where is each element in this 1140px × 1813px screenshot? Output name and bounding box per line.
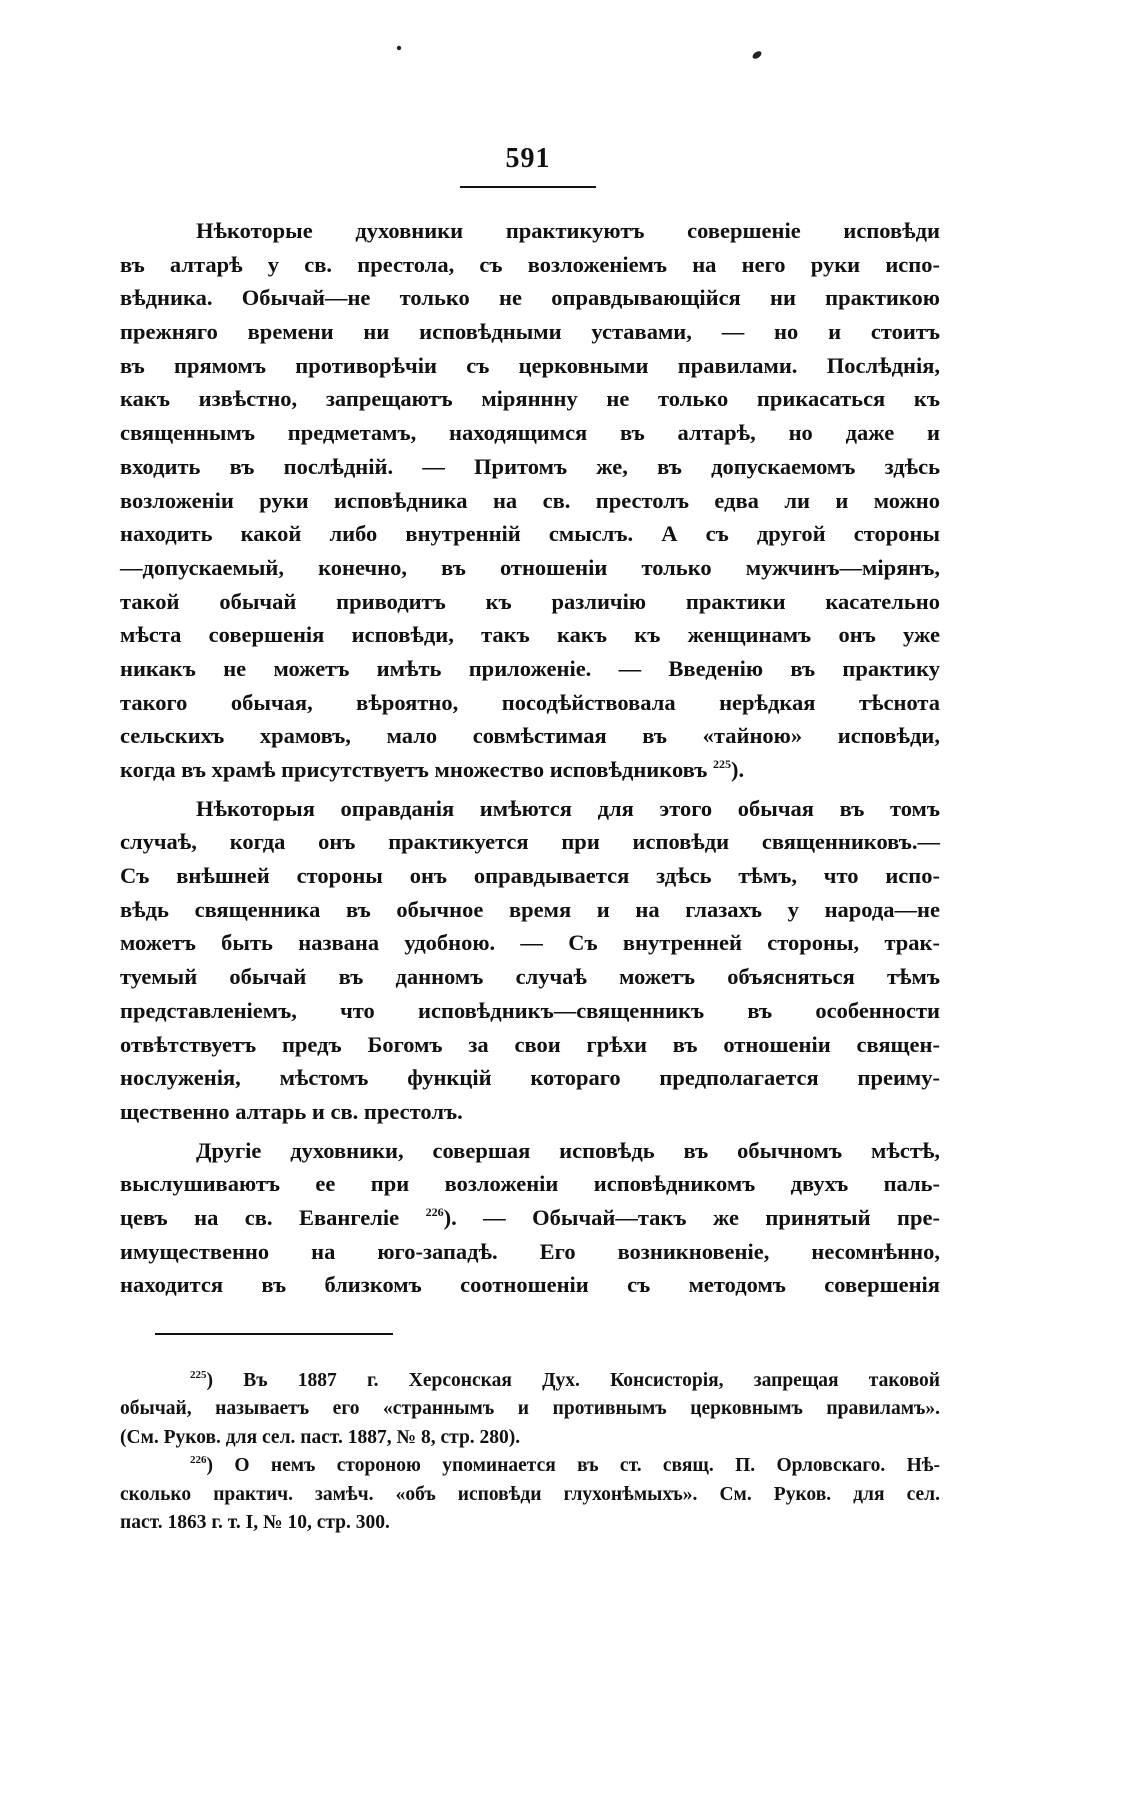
- text-line: имущественно на юго-западѣ. Его возникновеніе, несомнѣнно,: [120, 1238, 940, 1264]
- text-segment: когда въ храмѣ присутствуетъ множество исповѣдниковъ: [120, 757, 708, 782]
- text-line: туемый обычай въ данномъ случаѣ можетъ объясняться тѣмъ: [120, 964, 940, 990]
- text-line: представленіемъ, что исповѣдникъ—священникъ въ особенности: [120, 997, 940, 1023]
- footnote-line: [120, 1367, 940, 1395]
- footnote-ref: 226: [425, 1204, 444, 1219]
- page-number: 591: [505, 143, 551, 174]
- text-line: находится въ близкомъ соотношеніи съ методомъ совершенія: [120, 1272, 940, 1298]
- text-line: Нѣкоторые духовники практикуютъ совершеніе исповѣди: [196, 218, 940, 243]
- text-line: отвѣтствуетъ предъ Богомъ за свои грѣхи въ отношеніи священ-: [120, 1031, 940, 1057]
- text-line: выслушиваютъ ее при возложеніи исповѣдникомъ двухъ паль-: [120, 1171, 940, 1197]
- text-line: Другіе духовники, совершая исповѣдь въ обычномъ мѣстѣ,: [196, 1137, 940, 1163]
- footnote-line: обычай, называетъ его «страннымъ и противнымъ церковнымъ правиламъ».: [120, 1398, 940, 1420]
- footnote-line: (См. Руков. для сел. паст. 1887, № 8, стр. 280).: [120, 1426, 521, 1448]
- text-line: вѣдника. Обычай—не только не оправдывающійся ни практикою: [120, 285, 940, 311]
- text-line: Нѣкоторыя оправданія имѣются для этого обычая въ томъ: [196, 795, 940, 821]
- body-text: [120, 214, 940, 1302]
- text-line: входить въ послѣдній. — Притомъ же, въ допускаемомъ здѣсь: [120, 453, 940, 479]
- footnote-rule: [155, 1333, 393, 1335]
- text-line: [120, 753, 940, 787]
- page-number-rule: [460, 186, 596, 188]
- text-line: мѣста совершенія исповѣди, такъ какъ къ женщинамъ онъ уже: [120, 622, 940, 648]
- footnotes: [120, 1367, 940, 1537]
- text-line: случаѣ, когда онъ практикуется при исповѣди священниковъ.—: [120, 829, 940, 855]
- text-line: [120, 1201, 940, 1235]
- text-line: такой обычай приводитъ къ различію практики касательно: [120, 588, 940, 614]
- footnote-226: [120, 1452, 940, 1537]
- text-line: прежняго времени ни исповѣдными уставами, — но и стоитъ: [120, 319, 940, 345]
- paragraph-3: [120, 1134, 940, 1302]
- footnote-marker: 225: [190, 1369, 207, 1381]
- paragraph-2: [120, 792, 940, 1129]
- text-segment: цевъ на св. Евангеліе: [120, 1204, 400, 1230]
- text-segment: ) О немъ стороною упоминается въ ст. свящ. П. Орловскаго. Нѣ-: [206, 1455, 940, 1477]
- text-line: такого обычая, вѣроятно, посодѣйствовала нерѣдкая тѣснота: [120, 689, 940, 715]
- text-line: нослуженія, мѣстомъ функцій котораго предполагается преиму-: [120, 1065, 940, 1091]
- text-line: можетъ быть названа удобною. — Съ внутренней стороны, трак-: [120, 930, 940, 956]
- text-segment: ).: [730, 757, 745, 782]
- text-line: —допускаемый, конечно, въ отношеніи только мужчинъ—мірянъ,: [120, 554, 940, 580]
- footnote-marker: 226: [190, 1454, 207, 1467]
- text-segment: ) Въ 1887 г. Херсонская Дух. Консисторія, запрещая таковой: [206, 1370, 940, 1391]
- text-line: какъ извѣстно, запрещаютъ міряннну не только прикасаться къ: [120, 386, 940, 412]
- paragraph-1: [120, 214, 940, 787]
- footnote-225: [120, 1367, 940, 1452]
- text-line: священнымъ предметамъ, находящимся въ алтарѣ, но даже и: [120, 420, 940, 446]
- text-line: находить какой либо внутренній смыслъ. А съ другой стороны: [120, 521, 940, 547]
- text-segment: ). — Обычай—такъ же принятый пре-: [443, 1204, 941, 1230]
- text-line: въ алтарѣ у св. престола, съ возложеніемъ на него руки испо-: [120, 251, 940, 277]
- footnote-line: паст. 1863 г. т. I, № 10, стр. 300.: [120, 1511, 390, 1533]
- text-line: щественно алтарь и св. престолъ.: [120, 1098, 463, 1124]
- text-line: вѣдь священника въ обычное время и на глазахъ у народа—не: [120, 896, 940, 922]
- text-line: Съ внѣшней стороны онъ оправдывается здѣсь тѣмъ, что испо-: [120, 863, 940, 889]
- text-line: возложеніи руки исповѣдника на св. престолъ едва ли и можно: [120, 487, 940, 513]
- footnote-ref: 225: [712, 757, 731, 771]
- text-line: никакъ не можетъ имѣть приложеніе. — Введенію въ практику: [120, 655, 940, 681]
- text-line: сельскихъ храмовъ, мало совмѣстимая въ «тайною» исповѣди,: [120, 723, 940, 749]
- text-line: въ прямомъ противорѣчіи съ церковными правилами. Послѣднія,: [120, 352, 940, 378]
- footnote-line: сколько практич. замѣч. «объ исповѣди глухонѣмыхъ». См. Руков. для сел.: [120, 1483, 940, 1505]
- footnote-line: [120, 1452, 940, 1480]
